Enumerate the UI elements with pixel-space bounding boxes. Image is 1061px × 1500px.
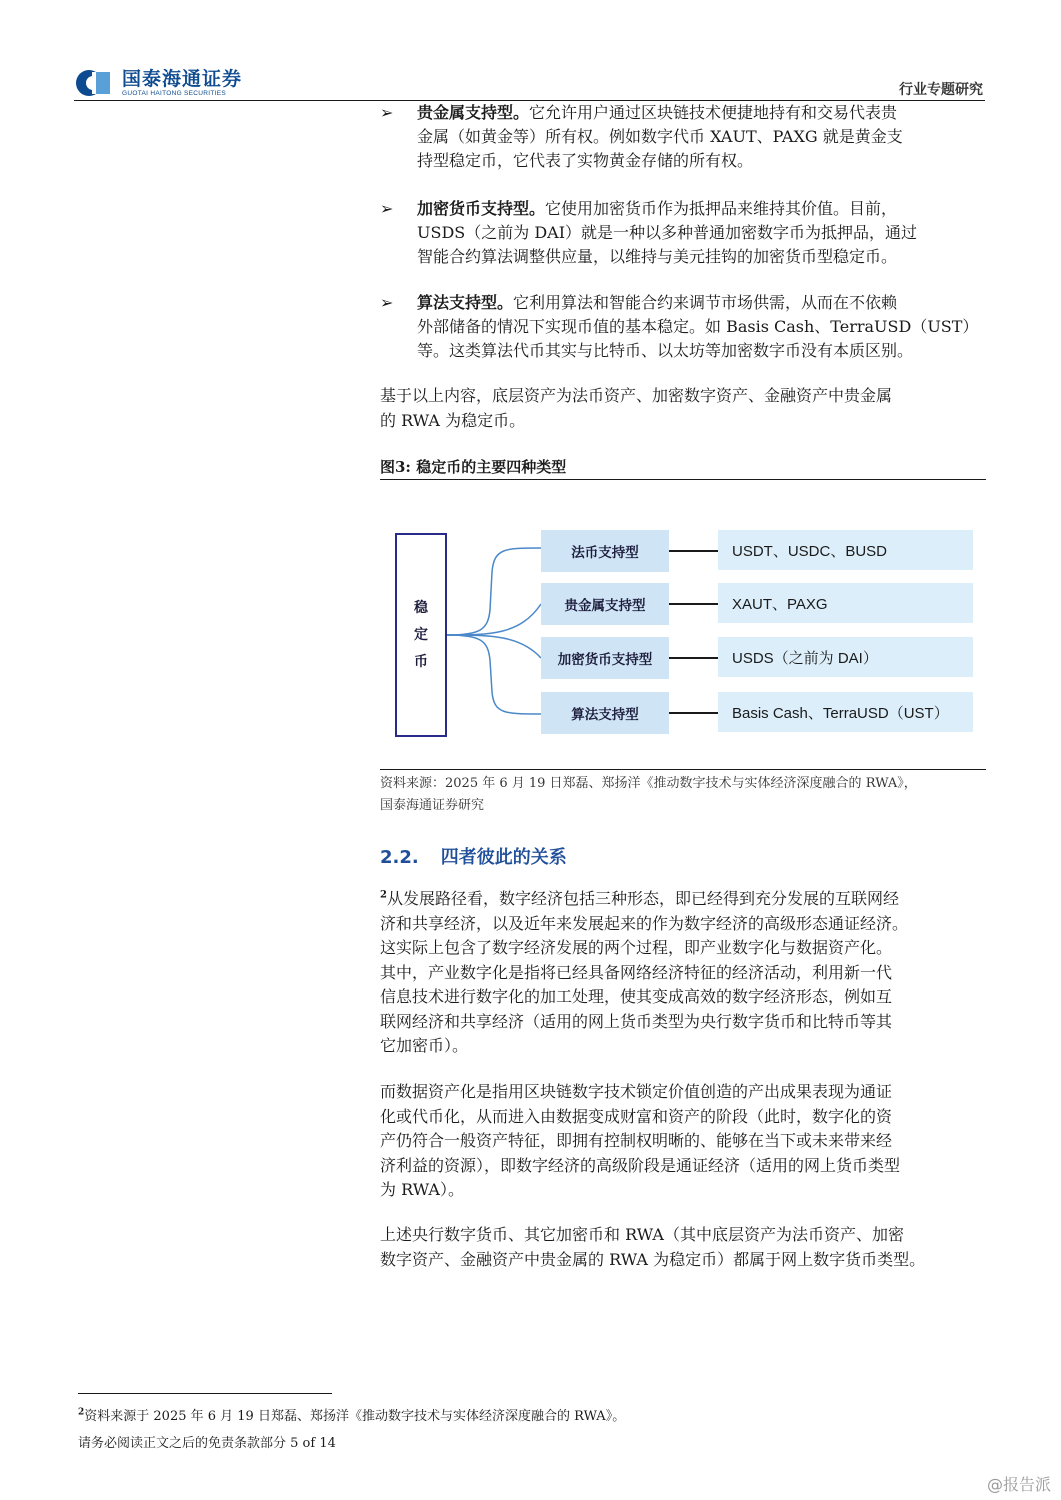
bullet-line: 金属（如黄金等）所有权。例如数字代币 XAUT、PAXG 就是黄金支	[417, 127, 903, 146]
disclaimer-text: 请务必阅读正文之后的免责条款部分	[78, 1436, 287, 1451]
text-line: 的 RWA 为稳定币。	[380, 410, 526, 430]
text-line: 从发展路径看，数字经济包括三种形态，即已经得到充分发展的互联网经	[386, 889, 899, 908]
logo-name-en: GUOTAI HAITONG SECURITIES	[122, 89, 227, 97]
footnote	[78, 1405, 625, 1424]
stablecoin-types-diagram	[380, 480, 986, 768]
root-char: 币	[414, 653, 428, 670]
text-line: 基于以上内容，底层资产为法币资产、加密数字资产、金融资产中贵金属	[380, 386, 893, 405]
company-logo	[74, 68, 242, 98]
bullet-lead: 加密货币支持型。	[417, 199, 546, 218]
examples-crypto-box: USDS（之前为 DAI）	[718, 637, 973, 677]
connector-line	[669, 712, 718, 714]
text-line: 它加密币）。	[380, 1036, 469, 1055]
text-line: 其中，产业数字化是指将已经具备网络经济特征的经济活动，利用新一代	[380, 962, 893, 982]
watermark: @报告派	[986, 1475, 1051, 1494]
source-line: 国泰海通证券研究	[380, 798, 485, 813]
report-type: 行业专题研究	[899, 82, 983, 98]
arrow-bullet-icon: ➢	[380, 103, 394, 122]
section-title-text: 四者彼此的关系	[440, 847, 567, 868]
bullet-line: 外部储备的情况下实现币值的基本稳定。如 Basis Cash、TerraUSD（UST）	[417, 317, 979, 336]
connector-line	[669, 550, 718, 552]
footnote-ref[interactable]: 2	[380, 889, 387, 901]
arrow-bullet-icon: ➢	[380, 293, 394, 312]
figure-bottom-rule	[380, 769, 986, 770]
bullet-line: 它利用算法和智能合约来调节市场供需，从而在不依赖	[513, 293, 898, 312]
section-heading	[380, 843, 567, 869]
paragraph-data-assetization	[380, 1080, 988, 1203]
text-line: 信息技术进行数字化的加工处理，使其变成高效的数字经济形态，例如互	[380, 987, 893, 1006]
text-line: 产仍符合一般资产特征，即拥有控制权明晰的、能够在当下或未来带来经	[380, 1131, 893, 1150]
text-line: 为 RWA）。	[380, 1180, 464, 1199]
bullet-lead: 贵金属支持型。	[417, 103, 530, 122]
page-footer	[78, 1432, 336, 1451]
examples-fiat-box: USDT、USDC、BUSD	[718, 530, 973, 570]
bullet-algorithmic	[380, 291, 988, 363]
page-number: 5 of 14	[290, 1436, 336, 1451]
bullet-line: USDS（之前为 DAI）就是一种以多种普通加密数字币为抵押品，通过	[417, 223, 918, 242]
footnote-number: 2	[78, 1407, 85, 1418]
type-crypto-box: 加密货币支持型	[541, 637, 669, 679]
type-algorithmic-box: 算法支持型	[541, 692, 669, 734]
bullet-crypto	[380, 197, 988, 269]
root-char: 定	[414, 626, 428, 643]
text-line: 上述央行数字货币、其它加密币和 RWA（其中底层资产为法币资产、加密	[380, 1225, 904, 1244]
logo-name-cn: 国泰海通证券	[122, 67, 243, 90]
type-fiat-box: 法币支持型	[541, 530, 669, 572]
connector-line	[669, 657, 718, 659]
text-line: 联网经济和共享经济（适用的网上货币类型为央行数字货币和比特币等其	[380, 1011, 893, 1031]
section-number: 2.2.	[380, 847, 419, 868]
bullet-lead: 算法支持型。	[417, 293, 514, 312]
text-line: 济和共享经济，以及近年来发展起来的作为数字经济的高级形态通证经济。	[380, 913, 909, 933]
bullet-precious-metal	[380, 101, 988, 173]
examples-algorithmic-box: Basis Cash、TerraUSD（UST）	[718, 692, 973, 732]
figure-source	[380, 773, 986, 817]
figure-title: 图3: 稳定币的主要四种类型	[380, 458, 567, 476]
stablecoin-root-box	[395, 533, 447, 737]
source-line: 资料来源：2025 年 6 月 19 日郑磊、郑扬洋《推动数字技术与实体经济深度融合的 RWA》，	[380, 776, 917, 791]
footnote-text: 资料来源于 2025 年 6 月 19 日郑磊、郑扬洋《推动数字技术与实体经济深度融合的 RWA》。	[84, 1409, 626, 1424]
examples-precious-metal-box: XAUT、PAXG	[718, 583, 973, 623]
bullet-line: 等。这类算法代币其实与比特币、以太坊等加密数字币没有本质区别。	[417, 341, 914, 360]
text-line: 化或代币化，从而进入由数据变成财富和资产的阶段（此时，数字化的资	[380, 1106, 893, 1126]
type-precious-metal-box: 贵金属支持型	[541, 583, 669, 625]
summary-paragraph	[380, 384, 988, 433]
root-char: 稳	[414, 599, 428, 616]
bullet-line: 它允许用户通过区块链技术便捷地持有和交易代表贵	[529, 103, 898, 122]
arrow-bullet-icon: ➢	[380, 199, 394, 218]
text-line: 而数据资产化是指用区块链数字技术锁定价值创造的产出成果表现为通证	[380, 1082, 893, 1101]
bullet-line: 持型稳定币，它代表了实物黄金存储的所有权。	[417, 151, 754, 170]
text-line: 济利益的资源），即数字经济的高级阶段是通证经济（适用的网上货币类型	[380, 1155, 901, 1175]
logo-emblem-icon	[74, 68, 114, 98]
text-line: 这实际上包含了数字经济发展的两个过程，即产业数字化与数据资产化。	[380, 938, 893, 957]
bullet-line: 智能合约算法调整供应量，以维持与美元挂钩的加密货币型稳定币。	[417, 247, 898, 266]
bullet-line: 它使用加密货币作为抵押品来维持其价值。目前，	[545, 199, 898, 218]
paragraph-digital-economy	[380, 887, 988, 1059]
connector-line	[669, 603, 718, 605]
footnote-divider	[78, 1393, 332, 1394]
text-line: 数字资产、金融资产中贵金属的 RWA 为稳定币）都属于网上数字货币类型。	[380, 1249, 926, 1269]
paragraph-summary-types	[380, 1223, 988, 1272]
